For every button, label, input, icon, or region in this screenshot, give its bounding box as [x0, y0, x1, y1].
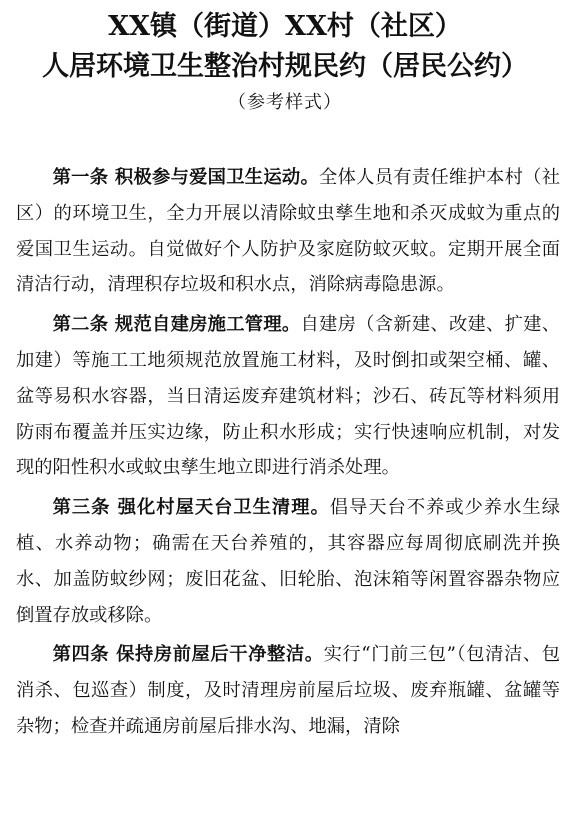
article-heading: 第三条 强化村屋天台卫生清理。	[52, 497, 330, 519]
article-text: 实行“门前三包”（包清洁、包消杀、包巡查）制度，及时清理房前屋后垃圾、废弃瓶罐、盆罐等杂物；检查并疏通房前屋后排水沟、地漏，清除	[16, 644, 560, 737]
article-heading: 第一条 积极参与爱国卫生运动。	[52, 167, 320, 188]
article-text: 自建房（含新建、改建、扩建、加建）等施工工地须规范放置施工材料，及时倒扣或架空桶、罐、盆等易积水容器，当日清运废弃建筑材料；沙石、砖瓦等材料须用防雨布覆盖并压实边缘，防止积水形成；实行快速响应机制，对发现的阳性积水或蚊虫孳生地立即进行消杀处理。	[16, 314, 561, 479]
article-text: 全体人员有责任维护本村（社区）的环境卫生，全力开展以清除蚊虫孳生地和杀灭成蚊为重点的爱国卫生运动。自觉做好个人防护及家庭防蚊灭蚊。定期开展全面清洁行动，清理积存垃圾和积水点，消除病毒隐患源。	[16, 167, 560, 296]
document-title-line1: XX镇（街道）XX村（社区）	[108, 11, 462, 42]
article-4	[16, 637, 560, 744]
article-text: 倡导天台不养或少养水生绿植、水养动物；确需在天台养殖的，其容器应每周彻底刷洗并换水、加盖防蚊纱网；废旧花盆、旧轮胎、泡沫箱等闲置容器杂物应倒置存放或移除。	[16, 497, 560, 626]
document-subtitle: （参考样式）	[228, 92, 342, 113]
article-2	[16, 307, 560, 486]
article-1	[16, 160, 560, 303]
document-title-line2: 人居环境卫生整治村规民约（居民公约）	[42, 51, 528, 82]
article-3	[16, 490, 560, 633]
article-heading: 第二条 规范自建房施工管理。	[52, 314, 301, 336]
article-heading: 第四条 保持房前屋后干净整洁。	[52, 644, 324, 666]
document-body	[16, 160, 560, 749]
